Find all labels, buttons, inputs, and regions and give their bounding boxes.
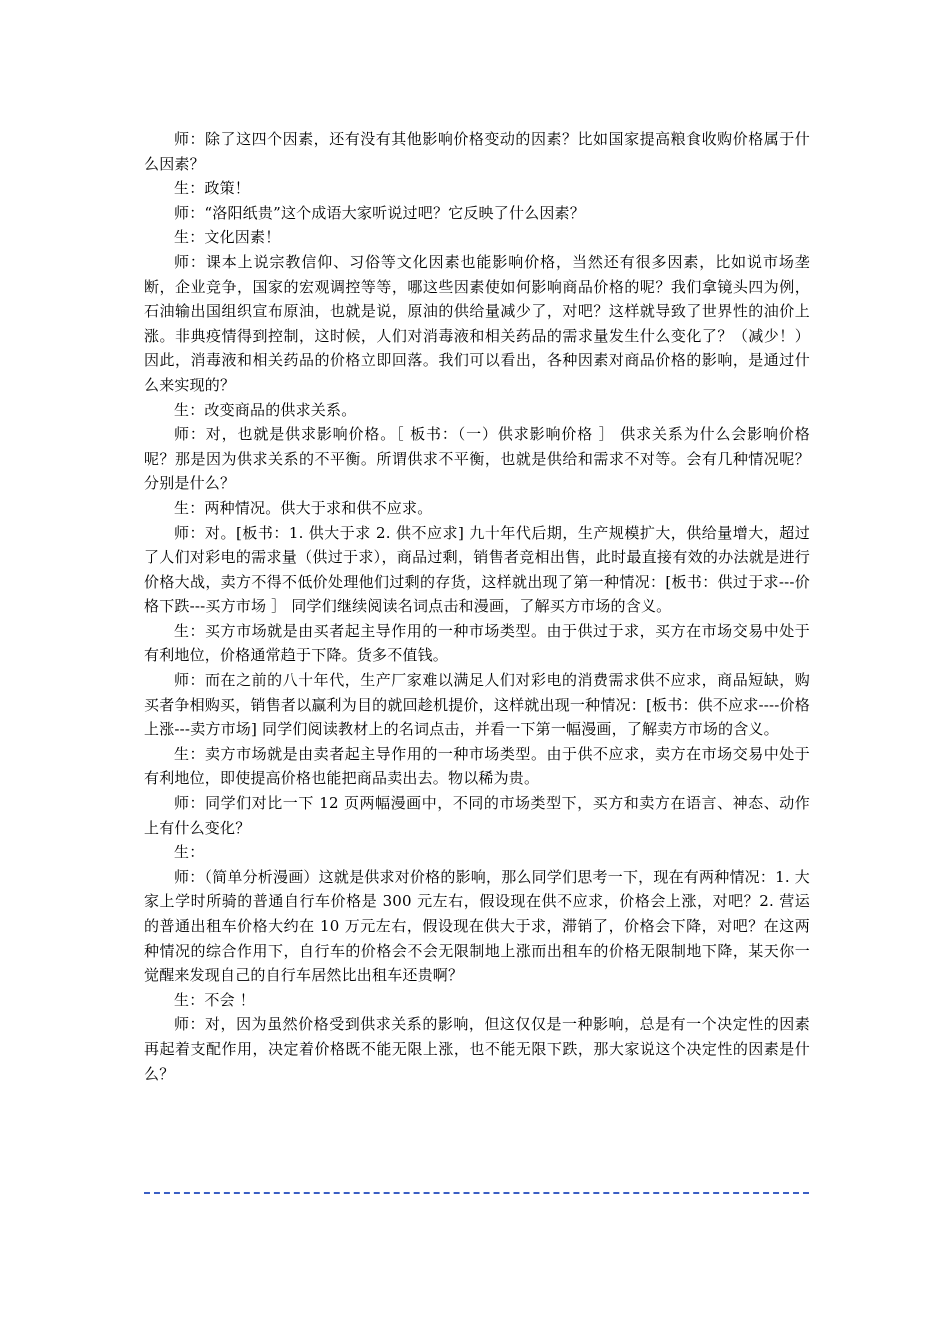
paragraph-student-answer: 生：两种情况。供大于求和供不应求。 [174,498,433,517]
paragraph-student-answer: 生：改变商品的供求关系。 [174,400,357,419]
paragraph-teacher-explanation: 师：而在之前的八十年代，生产厂家难以满足人们对彩电的消费需求供不应求，商品短缺，购买者争相购买，销售者以赢利为目的就回趁机提价，这样就出现一种情况：[板书：供不应求----价格上涨---卖方市场] 同学们阅读教材上的名词点击，并看一下第一幅漫画，了解卖方市场的含义。 [144,671,810,739]
paragraph-teacher-question: 师：“洛阳纸贵”这个成语大家听说过吧？它反映了什么因素？ [174,203,585,222]
paragraph-teacher-explanation: 师：课本上说宗教信仰、习俗等文化因素也能影响价格，当然还有很多因素，比如说市场垄断，企业竞争，国家的宏观调控等等，哪这些因素使如何影响商品价格的呢？我们拿镜头四为例，石油输出国组织宣布原油，也就是说，原油的供给量减少了，对吧？这样就导致了世界性的油价上涨。非典疫情得到控制，这时候，人们对消毒液和相关药品的需求量发生什么变化了？（减少！）因此，消毒液和相关药品的价格立即回落。我们可以看出，各种因素对商品价格的影响，是通过什么来实现的？ [144,252,810,394]
paragraph-teacher-explanation: 师：对，也就是供求影响价格。［ 板书：（一）供求影响价格 ］ 供求关系为什么会影响价格呢？那是因为供求关系的不平衡。所谓供求不平衡，也就是供给和需求不对等。会有几种情况呢？分别是什么？ [144,425,810,493]
paragraph-student-answer: 生：政策！ [174,179,251,198]
paragraph-student-answer: 生：卖方市场就是由卖者起主导作用的一种市场类型。由于供不应求，卖方在市场交易中处于有利地位，即使提高价格也能把商品卖出去。物以稀为贵。 [144,744,810,788]
paragraph-student-answer: 生：买方市场就是由买者起主导作用的一种市场类型。由于供过于求，买方在市场交易中处于有利地位，价格通常趋于下降。货多不值钱。 [144,621,810,665]
footer-dashed-rule [144,1192,809,1194]
document-body [144,127,810,1086]
paragraph-student-answer: 生： [174,843,205,862]
paragraph-teacher-explanation: 师：对。[板书：1. 供大于求 2. 供不应求] 九十年代后期，生产规模扩大，供给量增大，超过了人们对彩电的需求量（供过于求），商品过剩，销售者竞相出售，此时最直接有效的办法就是进行价格大战，卖方不得不低价处理他们过剩的存货，这样就出现了第一种情况：[板书：供过于求---价格下跌---买方市场 ］ 同学们继续阅读名词点击和漫画，了解买方市场的含义。 [144,523,810,616]
paragraph-student-answer: 生：文化因素！ [174,228,281,247]
paragraph-teacher-explanation: 师：（简单分析漫画）这就是供求对价格的影响，那么同学们思考一下，现在有两种情况：1. 大家上学时所骑的普通自行车价格是 300 元左右，假设现在供不应求，价格会上涨，对吧？2. 营运的普通出租车价格大约在 10 万元左右，假设现在供大于求，滞销了，价格会下降，对吧？在这两种情况的综合作用下，自行车的价格会不会无限制地上涨而出租车的价格无限制地下降，某天你一觉醒来发现自己的自行车居然比出租车还贵啊？ [144,867,810,985]
paragraph-teacher-question: 师：除了这四个因素，还有没有其他影响价格变动的因素？比如国家提高粮食收购价格属于什么因素？ [144,130,810,173]
paragraph-teacher-explanation: 师：对，因为虽然价格受到供求关系的影响，但这仅仅是一种影响，总是有一个决定性的因素再起着支配作用，决定着价格既不能无限上涨，也不能无限下跌，那大家说这个决定性的因素是什么？ [144,1015,810,1083]
paragraph-teacher-question: 师：同学们对比一下 12 页两幅漫画中，不同的市场类型下，买方和卖方在语言、神态、动作上有什么变化？ [144,794,810,837]
paragraph-student-answer: 生：不会 ！ [174,990,255,1009]
